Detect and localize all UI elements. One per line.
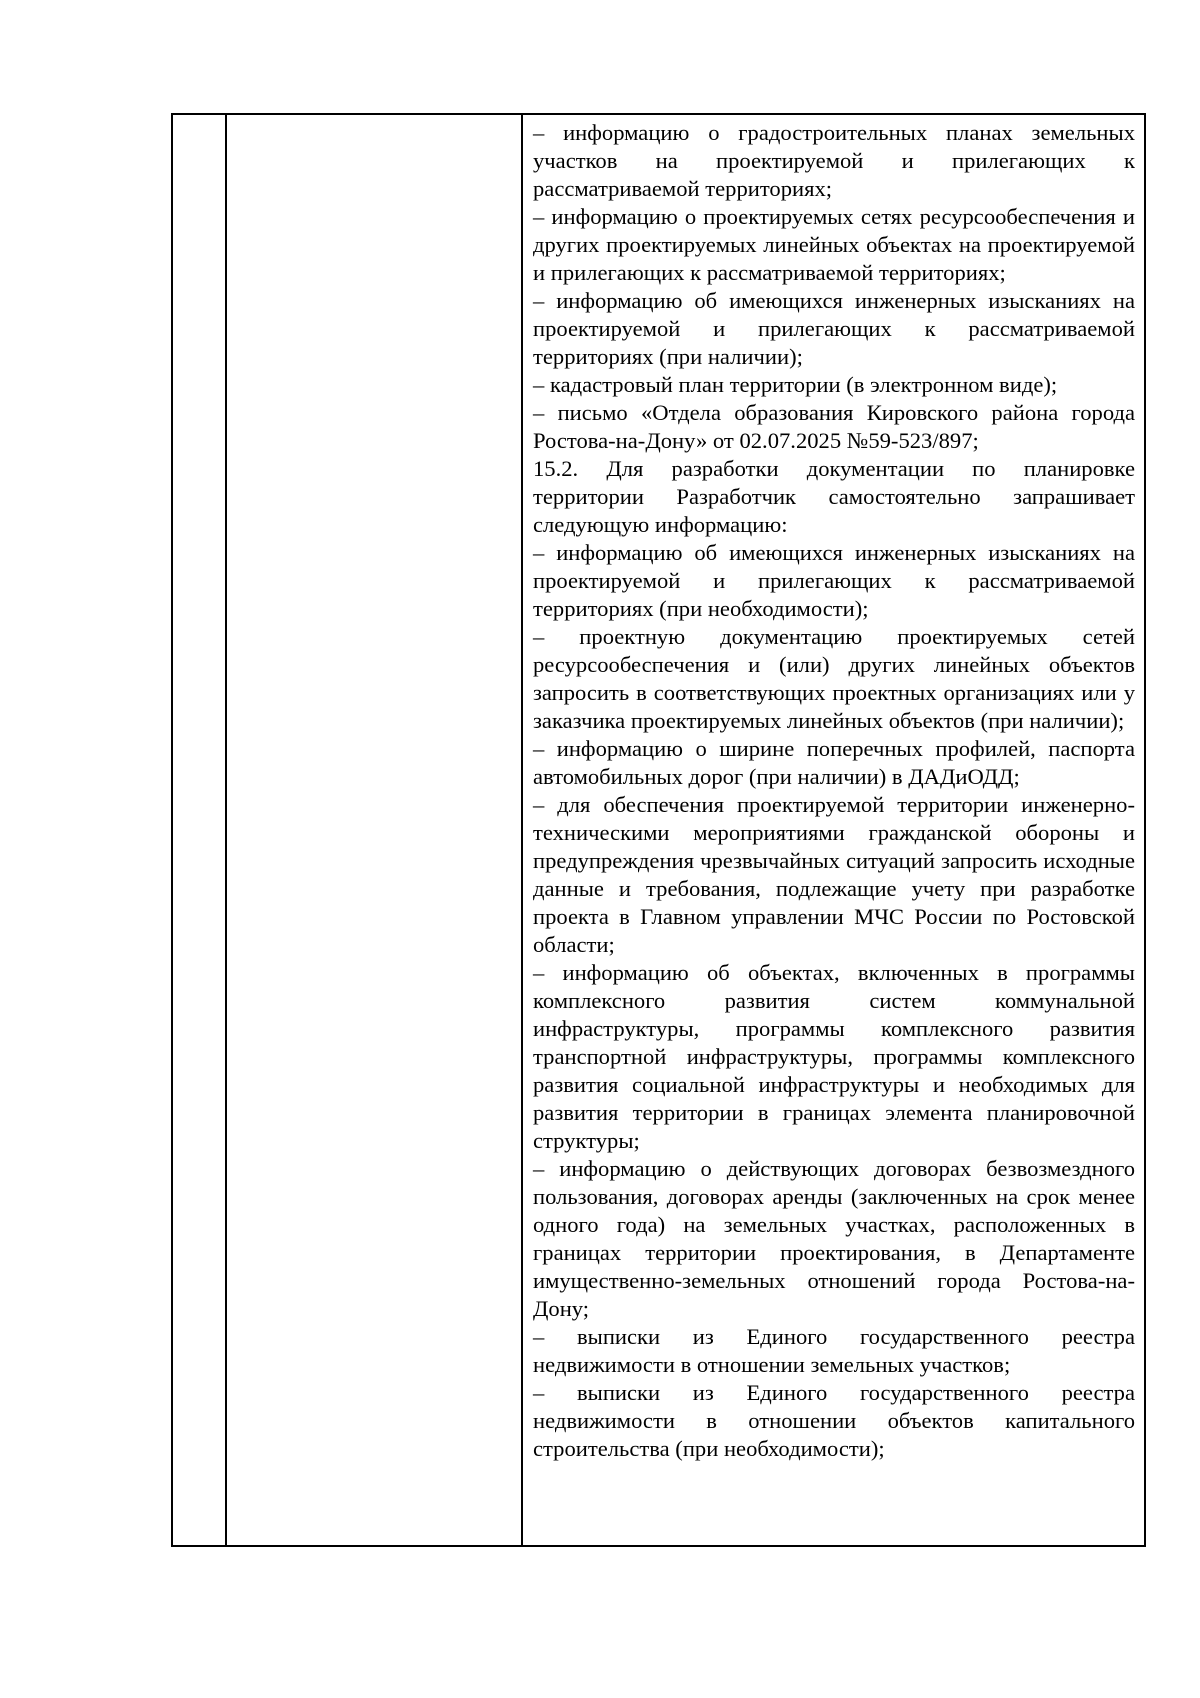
paragraph: – для обеспечения проектируемой территории инженерно-техническими мероприятиями гражданской обороны и предупреждения чрезвычайных ситуаций запросить исходные данные и требования, подлежащие учету при разработке проекта в Главном управлении МЧС России по Ростовской области; xyxy=(533,792,1135,957)
paragraph: – информацию об имеющихся инженерных изысканиях на проектируемой и прилегающих к рассматриваемой территориях (при наличии); xyxy=(533,288,1135,369)
paragraph: – информацию о градостроительных планах земельных участков на проектируемой и прилегающих к рассматриваемой территориях; xyxy=(533,120,1135,201)
paragraph: – информацию об объектах, включенных в программы комплексного развития систем коммунальной инфраструктуры, программы комплексного развития транспортной инфраструктуры, программы комплексного развития социальной инфраструктуры и необходимых для развития территории в границах элемента планировочной структуры; xyxy=(533,960,1135,1153)
paragraph: – информацию о ширине поперечных профилей, паспорта автомобильных дорог (при наличии) в ДАДиОДД; xyxy=(533,736,1135,789)
table-cell-content xyxy=(533,119,1135,1463)
paragraph: – письмо «Отдела образования Кировского района города Ростова-на-Дону» от 02.07.2025 №59-523/897; xyxy=(533,400,1135,453)
paragraph: – информацию о действующих договорах безвозмездного пользования, договорах аренды (заключенных на срок менее одного года) на земельных участках, расположенных в границах территории проектирования, в Департаменте имущественно-земельных отношений города Ростова-на-Дону; xyxy=(533,1156,1135,1321)
paragraph: – информацию об имеющихся инженерных изысканиях на проектируемой и прилегающих к рассматриваемой территориях (при необходимости); xyxy=(533,540,1135,621)
paragraph: – проектную документацию проектируемых сетей ресурсообеспечения и (или) других линейных объектов запросить в соответствующих проектных организациях или у заказчика проектируемых линейных объектов (при наличии); xyxy=(533,624,1135,733)
column-divider xyxy=(521,115,523,1545)
column-divider xyxy=(225,115,227,1545)
paragraph: – выписки из Единого государственного реестра недвижимости в отношении земельных участков; xyxy=(533,1324,1135,1377)
paragraph: – выписки из Единого государственного реестра недвижимости в отношении объектов капитального строительства (при необходимости); xyxy=(533,1380,1135,1461)
paragraph: 15.2. Для разработки документации по планировке территории Разработчик самостоятельно запрашивает следующую информацию: xyxy=(533,456,1135,537)
paragraph: – информацию о проектируемых сетях ресурсообеспечения и других проектируемых линейных объектах на проектируемой и прилегающих к рассматриваемой территориях; xyxy=(533,204,1135,285)
document-table xyxy=(171,113,1146,1547)
paragraph: – кадастровый план территории (в электронном виде); xyxy=(533,372,1058,397)
